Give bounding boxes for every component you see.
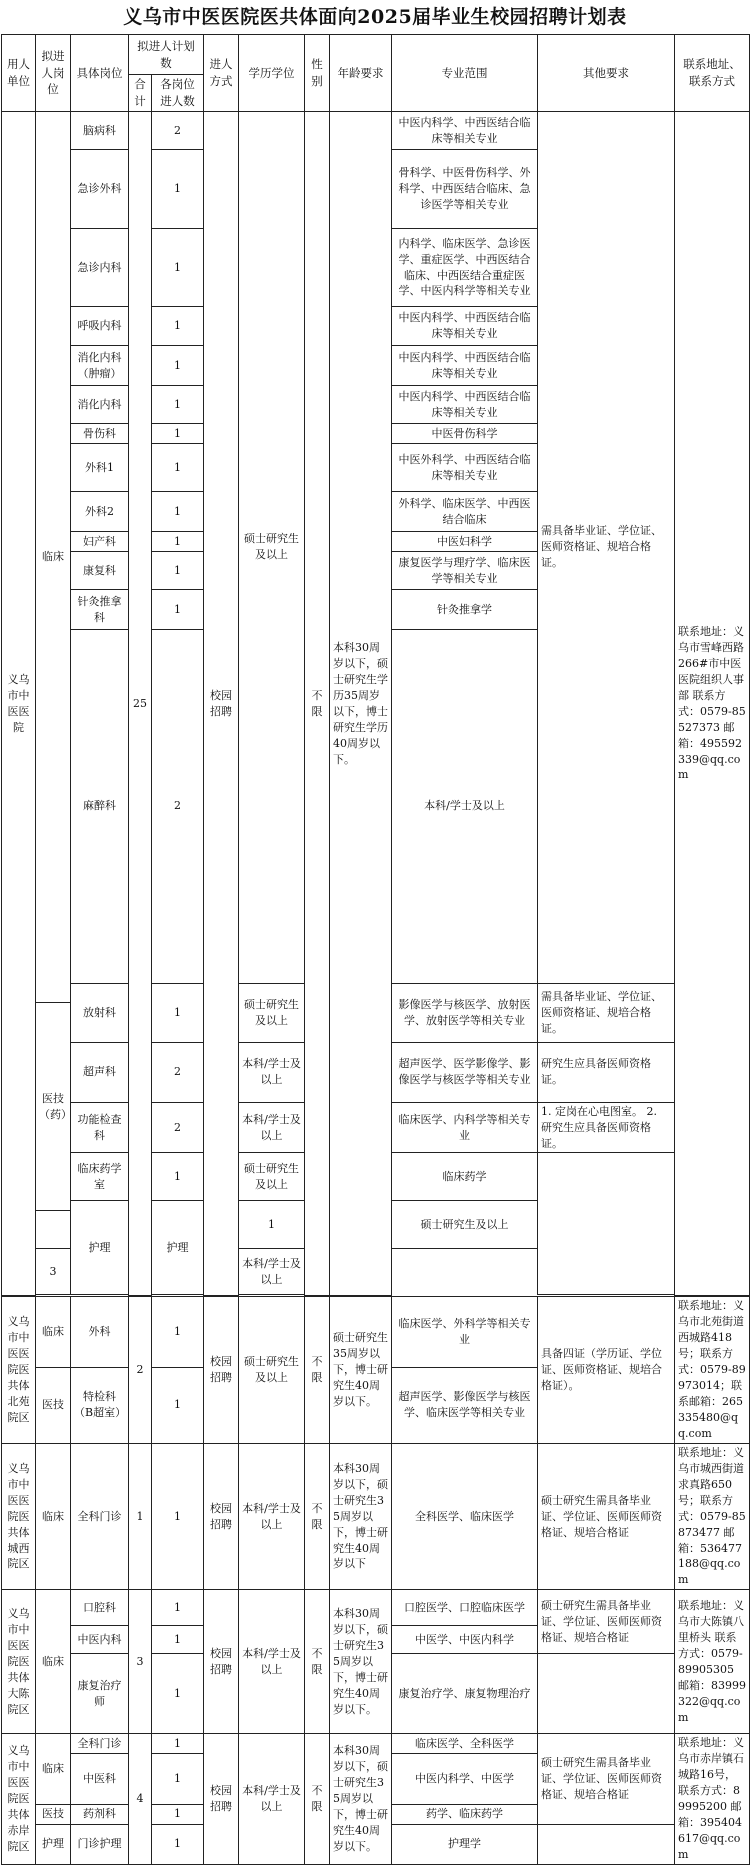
degree-cell: 硕士研究生及以上	[239, 1297, 305, 1443]
count-cell: 1	[152, 1297, 204, 1367]
other-cell: 具备四证（学历证、学位证、医师资格证、规培合格证）。	[538, 1297, 675, 1443]
major-cell: 中医骨伤科学	[392, 424, 538, 444]
method-cell: 校园招聘	[204, 1443, 239, 1589]
major-cell: 超声医学、医学影像学、影像医学与核医学等相关专业	[392, 1042, 538, 1102]
position-cell: 药剂科	[71, 1804, 129, 1824]
count-cell: 1	[152, 590, 204, 630]
gender-cell: 不限	[305, 1297, 330, 1443]
category-cell: 护理	[36, 1824, 71, 1864]
method-cell: 校园招聘	[204, 1297, 239, 1443]
age-cell: 本科30周岁以下，硕士研究生35周岁以下，博士研究生40周岁以下	[330, 1443, 392, 1589]
major-cell: 影像医学与核医学、放射医学、放射医学等相关专业	[392, 983, 538, 1042]
major-cell: 全科医学、临床医学	[392, 1443, 538, 1589]
count-cell: 1	[152, 1754, 204, 1805]
age-cell: 硕士研究生35周岁以下，博士研究生40周岁以下。	[330, 1297, 392, 1443]
position-cell: 功能检查科	[71, 1102, 129, 1153]
major-cell: 针灸推拿学	[392, 590, 538, 630]
table-row	[2, 1734, 750, 1754]
degree-cell: 本科/学士及以上	[239, 1734, 305, 1865]
count-cell: 1	[152, 983, 204, 1042]
major-cell: 中医内科学、中西医结合临床等相关专业	[392, 112, 538, 150]
count-cell: 1	[152, 1734, 204, 1754]
spacer	[392, 1295, 538, 1296]
degree-cell: 硕士研究生及以上	[239, 1153, 305, 1201]
count-cell: 2	[152, 112, 204, 150]
unit-cell: 义乌市中医医院医共体北苑院区	[2, 1297, 36, 1443]
degree-cell: 本科/学士及以上	[239, 1102, 305, 1153]
gender-cell: 不限	[305, 1443, 330, 1589]
contact-cell: 联系地址：义乌市雪峰西路266#市中医医院组织人事部 联系方式：0579-85527373 邮箱：495592339@qq.com	[675, 112, 750, 1296]
degree-cell: 本科/学士及以上	[392, 630, 538, 984]
gender-cell: 不限	[305, 1590, 330, 1734]
position-cell: 中医科	[71, 1754, 129, 1805]
position-cell: 放射科	[71, 983, 129, 1042]
position-cell: 外科2	[71, 492, 129, 532]
count-cell: 1	[152, 307, 204, 346]
count-cell: 1	[152, 1367, 204, 1443]
position-cell: 临床药学室	[71, 1153, 129, 1201]
count-cell: 1	[152, 1626, 204, 1654]
degree-cell: 本科/学士及以上	[239, 1042, 305, 1102]
degree-cell: 硕士研究生及以上	[239, 983, 305, 1042]
major-cell: 外科学、临床医学、中西医结合临床	[392, 492, 538, 532]
category-cell: 临床	[36, 1734, 71, 1805]
total-cell: 1	[129, 1443, 152, 1589]
method-cell: 校园招聘	[204, 112, 239, 1296]
major-cell: 中医外科学、中西医结合临床等相关专业	[392, 444, 538, 492]
age-cell: 本科30周岁以下，硕士研究生学历35周岁以下，博士研究生学历40周岁以下。	[330, 112, 392, 1296]
other-cell: 硕士研究生需具备毕业证、学位证、医师医师资格证、规培合格证	[538, 1443, 675, 1589]
major-cell: 超声医学、影像医学与核医学、临床医学等相关专业	[392, 1367, 538, 1443]
position-cell: 口腔科	[71, 1590, 129, 1626]
major-cell: 临床药学	[392, 1153, 538, 1201]
major-cell: 护理学	[392, 1824, 538, 1864]
count-cell: 1	[152, 1824, 204, 1864]
spacer	[239, 1295, 305, 1296]
header-position: 具体岗位	[71, 35, 129, 112]
major-cell: 中医内科学、中西医结合临床等相关专业	[392, 307, 538, 346]
count-cell: 1	[152, 532, 204, 552]
other-cell: 1. 定岗在心电图室。 2. 研究生应具备医师资格证。	[538, 1102, 675, 1153]
header-category: 拟进人岗位	[36, 35, 71, 112]
table-row	[2, 1297, 750, 1367]
header-method: 进人方式	[204, 35, 239, 112]
other-cell: 硕士研究生需具备毕业证、学位证、医师医师资格证、规培合格证	[538, 1590, 675, 1654]
position-cell: 骨伤科	[71, 424, 129, 444]
recruitment-table	[1, 34, 750, 1865]
count-cell: 2	[152, 1102, 204, 1153]
count-cell: 1	[152, 1590, 204, 1626]
major-cell: 中医妇科学	[392, 532, 538, 552]
position-cell: 特检科（B超室）	[71, 1367, 129, 1443]
total-cell: 2	[129, 1297, 152, 1443]
count-cell: 1	[152, 1804, 204, 1824]
count-cell: 1	[152, 346, 204, 386]
position-cell: 外科1	[71, 444, 129, 492]
header-age: 年龄要求	[330, 35, 392, 112]
position-cell: 急诊外科	[71, 150, 129, 229]
header-other: 其他要求	[538, 35, 675, 112]
table-row	[2, 1443, 750, 1589]
count-cell: 1	[152, 386, 204, 424]
unit-cell: 义乌市中医医院	[2, 112, 36, 1296]
method-cell: 校园招聘	[204, 1590, 239, 1734]
category-cell: 医技（药）	[36, 1002, 71, 1211]
count-cell: 1	[152, 444, 204, 492]
major-cell: 骨科学、中医骨伤科学、外科学、中西医结合临床、急诊医学等相关专业	[392, 150, 538, 229]
position-cell: 中医内科	[71, 1626, 129, 1654]
other-cell	[538, 1824, 675, 1864]
major-cell: 中医内科学、中医学	[392, 1754, 538, 1805]
position-cell: 外科	[71, 1297, 129, 1367]
contact-cell: 联系地址：义乌市城西街道求真路650号；联系方式：0579-85873477 邮箱：536477188@qq.com	[675, 1443, 750, 1589]
count-cell: 1	[152, 150, 204, 229]
position-cell: 消化内科	[71, 386, 129, 424]
degree-cell: 本科/学士及以上	[239, 1249, 305, 1295]
other-cell: 需具备毕业证、学位证、医师资格证、规培合格证。	[538, 983, 675, 1042]
age-cell: 本科30周岁以下，硕士研究生35周岁以下，博士研究生40周岁以下。	[330, 1590, 392, 1734]
table-row	[2, 1590, 750, 1626]
position-cell: 全科门诊	[71, 1443, 129, 1589]
header-per: 各岗位进人数	[152, 75, 204, 112]
count-cell: 1	[152, 1153, 204, 1201]
contact-cell: 联系地址：义乌市大陈镇八里桥头 联系方式：0579-89905305 邮箱：83999322@qq.com	[675, 1590, 750, 1734]
category-cell: 医技	[36, 1804, 71, 1824]
header-plan: 拟进人计划数	[129, 35, 204, 75]
category-cell: 医技	[36, 1367, 71, 1443]
total-cell: 25	[129, 112, 152, 1296]
table-row	[2, 112, 750, 150]
major-cell: 口腔医学、口腔临床医学	[392, 1590, 538, 1626]
count-cell: 1	[152, 1443, 204, 1589]
total-cell: 3	[129, 1590, 152, 1734]
position-cell: 康复治疗师	[71, 1654, 129, 1734]
position-cell: 护理	[152, 1201, 204, 1295]
major-cell: 中医内科学、中西医结合临床等相关专业	[392, 346, 538, 386]
other-cell: 研究生应具备医师资格证。	[538, 1042, 675, 1102]
contact-cell: 联系地址：义乌市赤岸镇石城路16号，联系方式：89995200 邮箱：395404617@qq.com	[675, 1734, 750, 1865]
position-cell: 消化内科（肿瘤）	[71, 346, 129, 386]
count-cell: 1	[152, 492, 204, 532]
unit-cell: 义乌市中医医院医共体赤岸院区	[2, 1734, 36, 1865]
category-cell: 临床	[36, 1297, 71, 1367]
method-cell: 校园招聘	[204, 1734, 239, 1865]
degree-cell: 硕士研究生及以上	[392, 1201, 538, 1249]
position-cell: 妇产科	[71, 532, 129, 552]
header-unit: 用人单位	[2, 35, 36, 112]
position-cell: 急诊内科	[71, 229, 129, 307]
page-title: 义乌市中医医院医共体面向2025届毕业生校园招聘计划表	[123, 6, 627, 28]
other-cell	[538, 1153, 675, 1295]
position-cell: 针灸推拿科	[71, 590, 129, 630]
header-total: 合计	[129, 75, 152, 112]
header-row	[2, 35, 750, 75]
major-cell: 内科学、临床医学、急诊医学、重症医学、中西医结合临床、中西医结合重症医学、中医内科学等相关专业	[392, 229, 538, 307]
header-contact: 联系地址、联系方式	[675, 35, 750, 112]
degree-cell: 本科/学士及以上	[239, 1590, 305, 1734]
header-major: 专业范围	[392, 35, 538, 112]
major-cell: 中医内科学、中西医结合临床等相关专业	[392, 386, 538, 424]
position-cell: 呼吸内科	[71, 307, 129, 346]
count-cell: 3	[36, 1249, 71, 1295]
major-cell: 康复医学与理疗学、临床医学等相关专业	[392, 552, 538, 590]
count-cell: 2	[152, 1042, 204, 1102]
header-degree: 学历学位	[239, 35, 305, 112]
count-cell: 1	[152, 1654, 204, 1734]
contact-cell: 联系地址：义乌市北苑街道西城路418号；联系方式：0579-89973014；联系邮箱：265335480@qq.com	[675, 1297, 750, 1443]
major-cell: 药学、临床药学	[392, 1804, 538, 1824]
unit-cell: 义乌市中医医院医共体大陈院区	[2, 1590, 36, 1734]
category-cell: 临床	[36, 112, 71, 1003]
count-cell: 1	[239, 1201, 305, 1249]
count-cell: 1	[152, 424, 204, 444]
major-cell: 康复治疗学、康复物理治疗	[392, 1654, 538, 1734]
gender-cell: 不限	[305, 1734, 330, 1865]
position-cell: 全科门诊	[71, 1734, 129, 1754]
position-cell: 康复科	[71, 552, 129, 590]
position-cell: 门诊护理	[71, 1824, 129, 1864]
degree-cell: 硕士研究生及以上	[239, 112, 305, 984]
unit-cell: 义乌市中医医院医共体城西院区	[2, 1443, 36, 1589]
count-cell: 2	[152, 630, 204, 984]
count-cell: 1	[152, 229, 204, 307]
position-cell: 超声科	[71, 1042, 129, 1102]
age-cell: 本科30周岁以下，硕士研究生35周岁以下，博士研究生40周岁以下。	[330, 1734, 392, 1865]
count-cell: 1	[152, 552, 204, 590]
major-cell: 中医学、中医内科学	[392, 1626, 538, 1654]
gender-cell: 不限	[305, 112, 330, 1296]
category-cell: 临床	[36, 1443, 71, 1589]
other-cell: 需具备毕业证、学位证、医师资格证、规培合格证。	[538, 112, 675, 984]
position-cell: 麻醉科	[71, 630, 129, 984]
total-cell: 4	[129, 1734, 152, 1865]
major-cell: 临床医学、外科学等相关专业	[392, 1297, 538, 1367]
degree-cell: 本科/学士及以上	[239, 1443, 305, 1589]
major-cell: 临床医学、全科医学	[392, 1734, 538, 1754]
position-cell: 脑病科	[71, 112, 129, 150]
major-cell: 临床医学、内科学等相关专业	[392, 1102, 538, 1153]
category-cell: 临床	[36, 1590, 71, 1734]
header-gender: 性别	[305, 35, 330, 112]
category-cell: 护理	[71, 1201, 129, 1295]
other-cell	[538, 1654, 675, 1734]
other-cell: 硕士研究生需具备毕业证、学位证、医师医师资格证、规培合格证	[538, 1734, 675, 1824]
